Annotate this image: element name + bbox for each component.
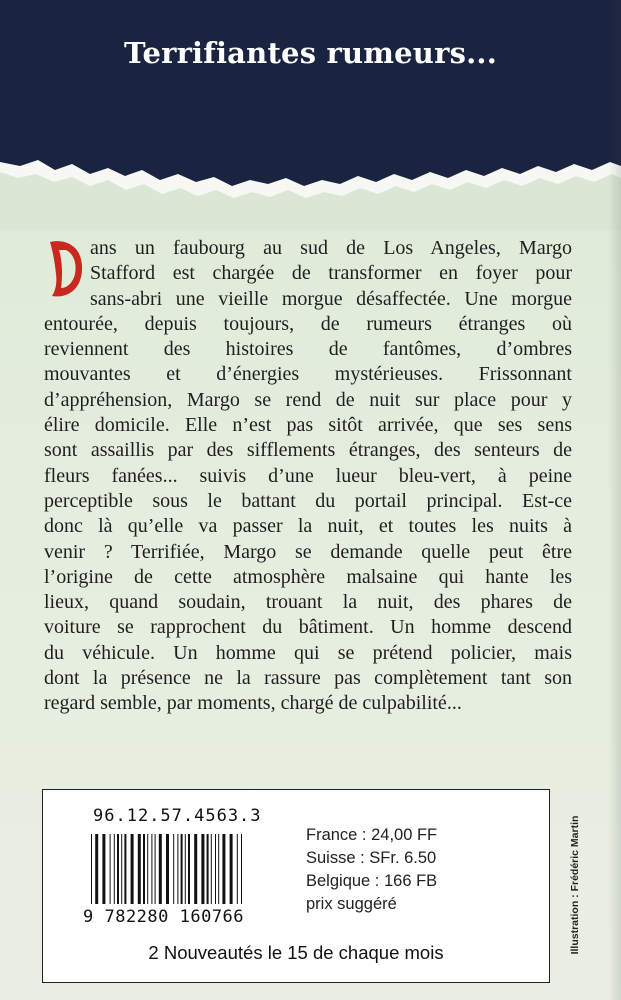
barcode-bar	[211, 834, 212, 904]
back-cover-blurb	[44, 236, 572, 717]
dropcap-letter: D	[64, 278, 66, 279]
blurb-line: entourée, depuis toujours, de rumeurs étranges où	[44, 312, 572, 335]
blurb-line: ans un faubourg au sud de Los Angeles, Margo	[90, 237, 572, 259]
barcode-bar	[114, 834, 115, 904]
barcode-bar	[147, 834, 148, 904]
blurb-line: donc là qu’elle va passer la nuit, et toutes les nuits à	[44, 515, 572, 538]
barcode-bar	[230, 834, 233, 904]
barcode-bar	[194, 834, 197, 904]
price-note: prix suggéré	[306, 895, 397, 913]
blurb-line: regard semble, par moments, chargé de culpabilité...	[44, 692, 462, 715]
barcode-bar	[124, 834, 126, 904]
barcode-bar	[131, 834, 134, 904]
barcode-bar	[91, 834, 92, 904]
barcode-bar	[218, 834, 219, 904]
blurb-line: dont la présence ne la rassure pas complètement tant son	[44, 667, 572, 690]
barcode-bar	[151, 834, 152, 904]
price-barcode-box	[42, 789, 550, 983]
illustration-credit-text: Illustration : Frédéric Martin	[569, 815, 581, 955]
blurb-line: d’appréhension, Margo se rend de nuit sur place pour y	[44, 388, 572, 411]
barcode-bar	[138, 834, 141, 904]
blurb-line: perceptible sous le battant du portail principal. Est-ce	[44, 489, 572, 512]
barcode-bar	[95, 834, 98, 904]
barcode-bar	[241, 834, 242, 904]
blurb-line: mouvantes et d’énergies mystérieuses. Frissonnant	[44, 363, 572, 386]
barcode-bar	[159, 834, 162, 904]
barcode-bar	[188, 834, 190, 904]
price-list	[306, 824, 437, 916]
barcode-bar	[222, 834, 225, 904]
barcode-bar	[110, 834, 111, 904]
barcode-bar	[155, 834, 156, 904]
price-suisse: Suisse : SFr. 6.50	[306, 849, 437, 867]
blurb-line: l’origine de cette atmosphère malsaine qui hante les	[44, 565, 572, 588]
blurb-line: reviennent des histoires de fantômes, d’ombres	[44, 338, 572, 361]
barcode-bar	[207, 834, 209, 904]
barcode-bar	[185, 834, 186, 904]
book-title: Terrifiantes rumeurs...	[124, 36, 497, 70]
price-belgique: Belgique : 166 FB	[306, 872, 438, 890]
barcode-bar	[117, 834, 119, 904]
blurb-line: Stafford est chargée de transformer en foyer pour	[90, 262, 572, 285]
blurb-line: venir ? Terrifiée, Margo se demande quelle peut être	[44, 540, 572, 563]
illustration-credit	[565, 790, 585, 980]
barcode-bar	[201, 834, 204, 904]
nouveautes-note: 2 Nouveautés le 15 de chaque mois	[148, 942, 444, 963]
blurb-line: élire domicile. Elle n’est pas sitôt arrivée, que ses sens	[44, 414, 572, 437]
torn-paper-edge	[0, 140, 621, 230]
barcode-bar	[177, 834, 178, 904]
blurb-line: sont assaillis par des sifflements étranges, des senteurs de	[44, 439, 572, 462]
barcode-bar	[181, 834, 183, 904]
barcode-bar	[215, 834, 216, 904]
blurb-line: lieux, quand soudain, trouant la nuit, des phares de	[44, 591, 572, 614]
barcode-bar	[166, 834, 169, 904]
barcode-bar	[143, 834, 145, 904]
blurb-line: du véhicule. Un homme qui se prétend policier, mais	[44, 641, 572, 664]
blurb-line: fleurs fanées... suivis d’une lueur bleu-vert, à peine	[44, 464, 572, 487]
product-code: 96.12.57.4563.3	[93, 806, 262, 826]
blurb-line: sans-abri une vieille morgue désaffectée. Une morgue	[90, 287, 572, 310]
price-france: France : 24,00 FF	[306, 826, 438, 844]
barcode-bar	[173, 834, 174, 904]
barcode	[89, 834, 307, 904]
barcode-bar	[102, 834, 105, 904]
spine-edge	[608, 0, 621, 1000]
blurb-line: voiture se rapprochent du bâtiment. Un homme descend	[44, 616, 572, 639]
ean-number: 9 782280 160766	[83, 907, 245, 927]
barcode-bar	[121, 834, 122, 904]
dropcap-d	[44, 238, 86, 300]
barcode-bar	[237, 834, 238, 904]
